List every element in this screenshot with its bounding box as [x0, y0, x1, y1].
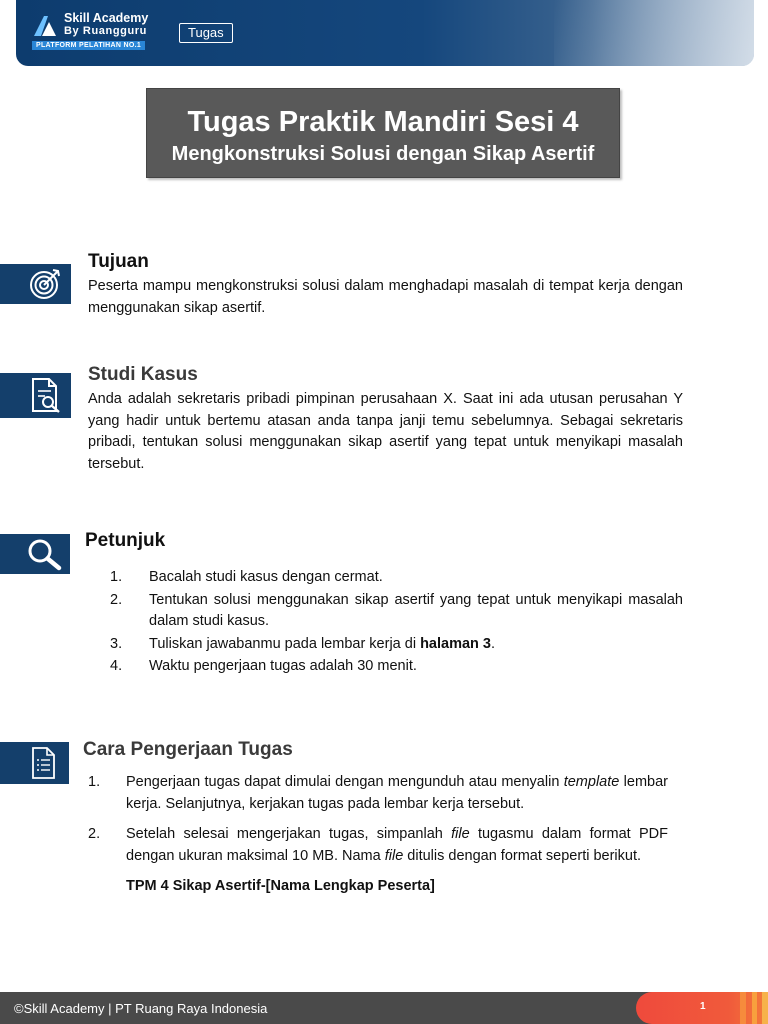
tujuan-body: Peserta mampu mengkonstruksi solusi dalam menghadapi masalah di tempat kerja dengan menggunakan sikap asertif.	[88, 278, 683, 316]
petunjuk-list	[110, 567, 683, 678]
list-text: Bacalah studi kasus dengan cermat.	[149, 569, 383, 585]
page-title: Tugas Praktik Mandiri Sesi 4	[187, 106, 579, 138]
list-text: Tuliskan jawabanmu pada lembar kerja di	[149, 635, 421, 652]
target-icon-tab	[0, 264, 71, 304]
list-item	[110, 634, 683, 656]
page-subtitle: Mengkonstruksi Solusi dengan Sikap Asertif	[171, 143, 595, 165]
banner-decoration	[554, 0, 754, 66]
petunjuk-heading: Petunjuk	[85, 530, 166, 551]
footer-copyright: ©Skill Academy | PT Ruang Raya Indonesia	[14, 1001, 268, 1016]
footer-stripe	[752, 992, 757, 1024]
list-item	[88, 772, 668, 815]
list-text: Setelah selesai mengerjakan tugas, simpanlah	[126, 826, 452, 842]
list-item	[88, 824, 668, 867]
list-text-bold: halaman 3	[420, 635, 491, 652]
tujuan-heading: Tujuan	[88, 251, 149, 272]
studi-kasus-heading: Studi Kasus	[88, 364, 198, 385]
list-text-italic: template	[563, 774, 620, 790]
footer	[0, 992, 768, 1024]
list-text: Tentukan solusi menggunakan sikap asertif yang tepat untuk menyikapi masalah dalam studi kasus.	[149, 591, 683, 629]
list-number: 4.	[110, 658, 123, 674]
brand-tagline: PLATFORM PELATIHAN NO.1	[32, 41, 145, 50]
studi-kasus-body: Anda adalah sekretaris pribadi pimpinan perusahaan X. Saat ini ada utusan perusahan Y yang hadir untuk bertemu atasan anda tanpa janji temu sebelumnya. Sebagai sekretaris pribadi, tentukan solusi menggunakan sikap asertif yang tepat untuk menyikapi masalah tersebut.	[88, 391, 683, 472]
cara-list	[88, 772, 668, 898]
document-search-icon	[30, 377, 64, 415]
footer-stripe	[740, 992, 746, 1024]
case-study-icon-tab	[0, 373, 71, 418]
list-number: 1.	[110, 569, 123, 585]
list-text: .	[491, 635, 496, 652]
instructions-icon-tab	[0, 534, 70, 574]
brand-name	[64, 12, 148, 37]
list-number: 3.	[110, 635, 123, 652]
list-item	[110, 567, 683, 589]
header-banner	[16, 0, 754, 66]
document-type-badge: Tugas	[179, 23, 233, 43]
list-text-italic: file	[451, 826, 470, 842]
list-number: 1.	[88, 774, 101, 790]
list-text: ditulis dengan format seperti berikut.	[403, 847, 642, 864]
list-number: 2.	[88, 826, 101, 842]
list-text: Waktu pengerjaan tugas adalah 30 menit.	[149, 658, 417, 674]
page-number: 1	[700, 1001, 706, 1012]
procedure-icon-tab	[0, 742, 69, 784]
skill-academy-logo-icon	[32, 14, 58, 38]
filename-format: TPM 4 Sikap Asertif-[Nama Lengkap Peserta]	[126, 878, 435, 894]
target-icon	[27, 267, 63, 301]
list-text: lembar kerja. Selanjutnya, kerjakan tugas pada lembar kerja tersebut.	[126, 774, 668, 812]
footer-stripe	[762, 992, 768, 1024]
list-item	[110, 590, 683, 633]
magnifier-icon	[26, 537, 64, 571]
list-item	[110, 656, 683, 678]
list-text: Pengerjaan tugas dapat dimulai dengan mengunduh atau menyalin	[126, 774, 564, 790]
list-text: tugasmu dalam format PDF dengan ukuran maksimal 10 MB. Nama	[126, 826, 668, 864]
cara-heading: Cara Pengerjaan Tugas	[83, 739, 293, 760]
list-text-italic: file	[384, 847, 404, 864]
brand-line2: By Ruangguru	[64, 24, 147, 37]
document-list-icon	[31, 746, 57, 780]
title-box	[146, 88, 620, 178]
list-number: 2.	[110, 591, 123, 608]
brand-line1: Skill Academy	[64, 11, 149, 25]
